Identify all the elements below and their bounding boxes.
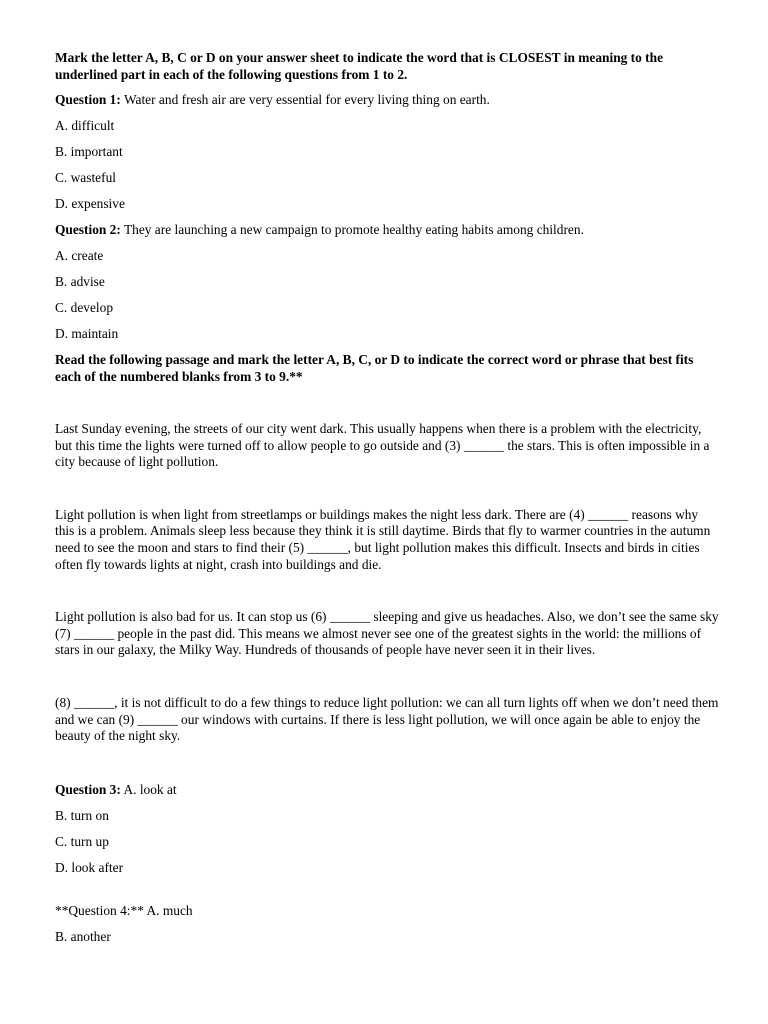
passage-paragraph-4: (8) ______, it is not difficult to do a few things to reduce light pollution: we can all turn lights off when we don’t need them and we can (9) ______ our windows with curtains. If there is less light pollution, we will once again be able to enjoy the beauty of the night sky. — [55, 694, 719, 744]
passage-paragraph-2: Light pollution is when light from streetlamps or buildings makes the night less dark. There are (4) ______ reasons why this is a problem. Animals sleep less because they think it is still daytime. Birds that fly to warmer countries in the autumn need to see the moon and stars to find their (5) ______, but light pollution makes this difficult. Insects and birds in cities often fly towards lights at night, crash into buildings and die. — [55, 506, 711, 572]
question-2-option-c: C. develop — [55, 300, 114, 315]
question-1-option-d: D. expensive — [55, 196, 125, 211]
question-1-stem — [55, 92, 720, 109]
question-1-label: Question 1: — [55, 92, 121, 107]
question-2-option-b: B. advise — [55, 274, 105, 289]
question-1-option-a: A. difficult — [55, 118, 115, 133]
question-4-option-b: B. another — [55, 928, 111, 944]
question-1-text: Water and fresh air are very essential for every living thing on earth. — [120, 92, 490, 107]
question-2-stem — [55, 222, 720, 239]
passage-paragraph-3: Light pollution is also bad for us. It can stop us (6) ______ sleeping and give us headaches. Also, we don’t see the same sky (7) ______ people in the past did. This means we almost never see one of the greatest sights in the world: the millions of stars in our galaxy, the Milky Way. Hundreds of thousands of people have never seen it in their lives. — [55, 609, 719, 658]
question-4-stem: **Question 4:** A. much — [55, 902, 193, 918]
question-1-option-c: C. wasteful — [55, 170, 116, 185]
question-3-option-b: B. turn on — [55, 807, 109, 823]
question-2-option-d: D. maintain — [55, 326, 119, 341]
passage-paragraph-1: Last Sunday evening, the streets of our city went dark. This usually happens when there is a problem with the electricity, but this time the lights were turned off to allow people to go outside and (3) ______ the stars. This is often impossible in a city because of light pollution. — [55, 421, 710, 470]
question-2-text: They are launching a new campaign to promote healthy eating habits among children. — [120, 222, 584, 237]
section2-instruction: Read the following passage and mark the letter A, B, C, or D to indicate the correct word or phrase that best fits each of the numbered blanks from 3 to 9.** — [55, 352, 694, 384]
question-3-option-c: C. turn up — [55, 833, 109, 849]
question-3-option-a: A. look at — [120, 781, 177, 797]
question-2-label: Question 2: — [55, 222, 121, 237]
question-3-label: Question 3: — [55, 781, 121, 797]
question-3-option-d: D. look after — [55, 859, 124, 875]
question-2-option-a: A. create — [55, 248, 104, 263]
section1-instruction: Mark the letter A, B, C or D on your answer sheet to indicate the word that is CLOSEST in meaning to the underlined part in each of the following questions from 1 to 2. — [55, 50, 664, 82]
document-page — [55, 50, 720, 955]
question-1-option-b: B. important — [55, 144, 123, 159]
question-3-stem — [55, 782, 720, 799]
